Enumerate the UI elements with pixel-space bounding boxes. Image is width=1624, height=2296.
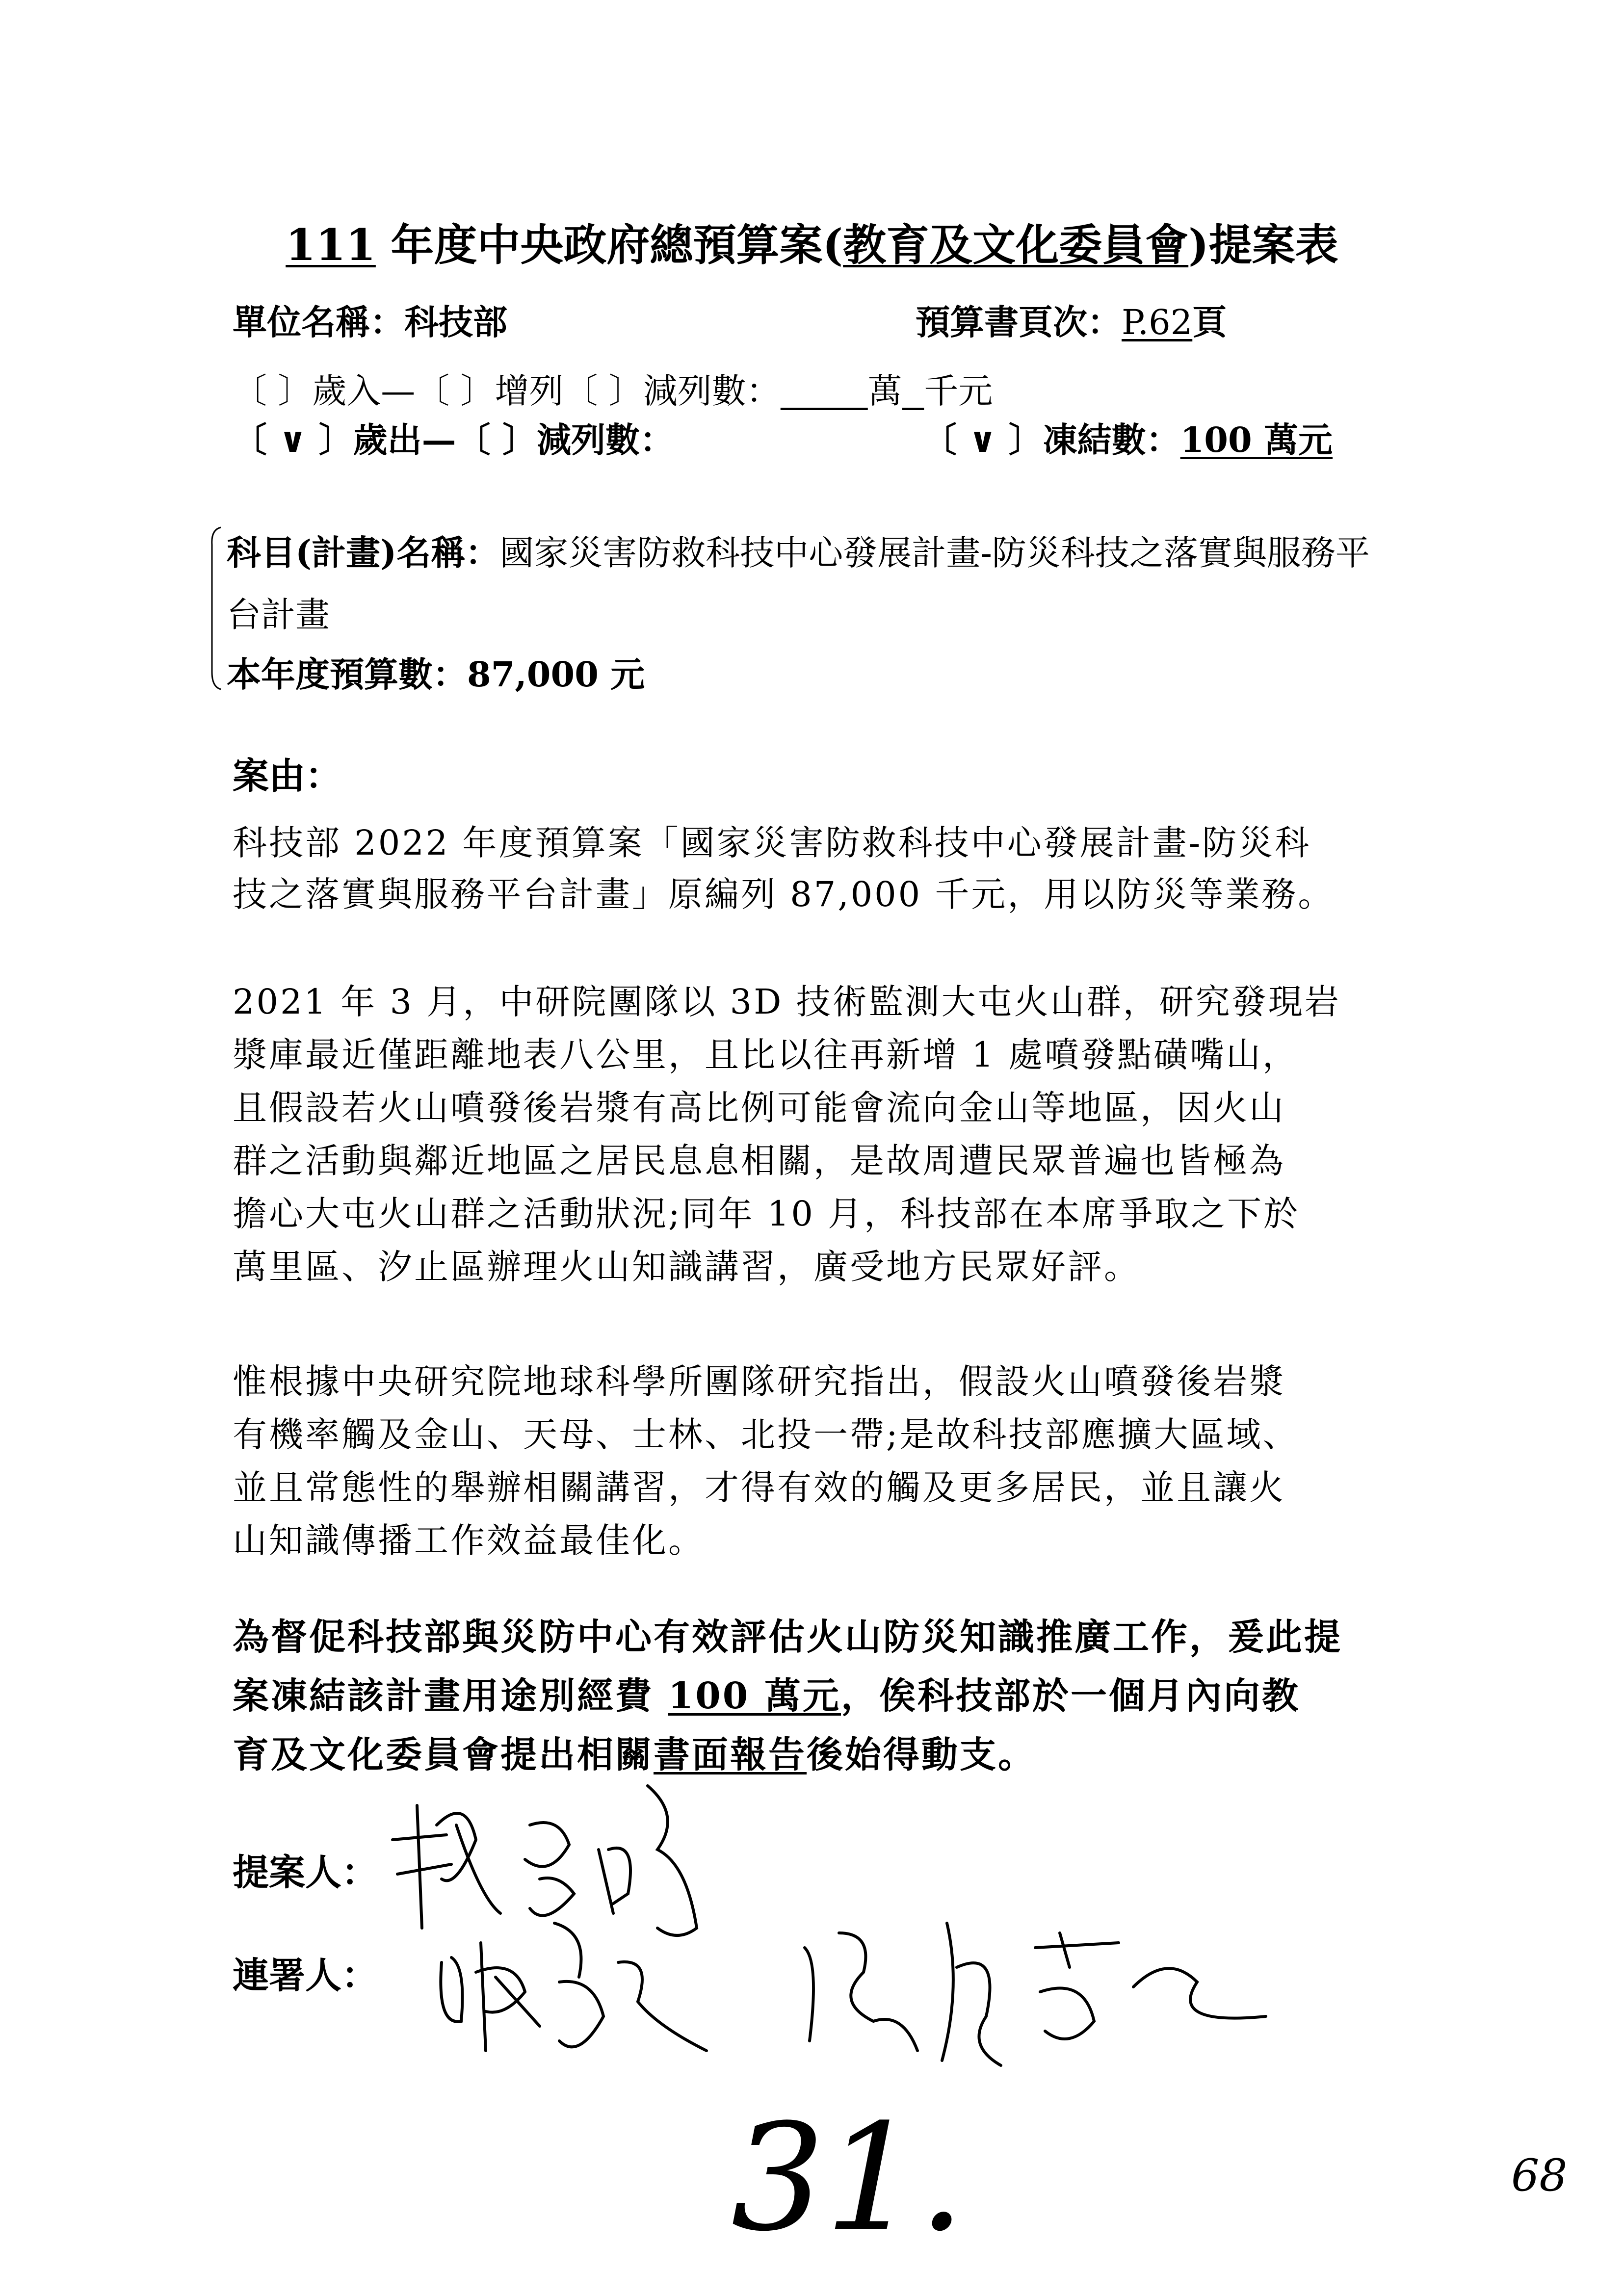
para3-line: 有機率觸及金山、天母、士林、北投一帶;是故科技部應擴大區域、	[233, 1414, 1299, 1455]
conclusion-line: 為督促科技部與災防中心有效評估火山防災知識推廣工作，爰此提	[233, 1616, 1342, 1658]
para1-line: 技之落實與服務平台計畫」原編列 87,000 千元，用以防災等業務。	[233, 874, 1335, 914]
subject-name: 科目(計畫)名稱：國家災害防救科技中心發展計畫-防災科技之落實與服務平	[227, 532, 1370, 573]
subject-name-cont: 台計畫	[227, 595, 330, 635]
para2-line: 2021 年 3 月，中研院團隊以 3D 技術監測大屯火山群，研究發現岩	[233, 982, 1341, 1022]
proposer-label: 提案人：	[233, 1852, 378, 1894]
para3-line: 山知識傳播工作效益最佳化。	[233, 1520, 705, 1561]
unit-name: 單位名稱：科技部	[233, 302, 507, 342]
page-title: 111 年度中央政府總預算案(教育及文化委員會)提案表	[286, 219, 1338, 270]
cosigner-signatures	[432, 1904, 1305, 2080]
para2-line: 漿庫最近僅距離地表八公里，且比以往再新增 1 處噴發點磺嘴山，	[233, 1035, 1299, 1075]
conclusion-line: 育及文化委員會提出相關書面報告後始得動支。	[233, 1734, 1036, 1776]
freeze-amount: 〔 ∨ 〕凍結數：100 萬元	[922, 419, 1333, 460]
para3-line: 並且常態性的舉辦相關講習，才得有效的觸及更多居民，並且讓火	[233, 1467, 1285, 1508]
para2-line: 群之活動與鄰近地區之居民息息相關，是故周遭民眾普遍也皆極為	[233, 1141, 1285, 1181]
page-number: 68	[1511, 2150, 1568, 2201]
expense-row: 〔 ∨ 〕歲出—〔 〕減列數：	[233, 419, 674, 460]
annual-budget: 本年度預算數：87,000 元	[227, 654, 645, 695]
left-bracket	[206, 525, 226, 692]
para2-line: 萬里區、汐止區辦理火山知識講習，廣受地方民眾好評。	[233, 1247, 1140, 1287]
revenue-row: 〔 〕歲入—〔 〕增列〔 〕減列數： 萬 千元	[233, 371, 993, 411]
conclusion-line: 案凍結該計畫用途別經費 100 萬元，俟科技部於一個月內向教	[233, 1675, 1300, 1717]
handwritten-number: 31.	[731, 2092, 966, 2264]
para3-line: 惟根據中央研究院地球科學所團隊研究指出，假設火山噴發後岩漿	[233, 1361, 1285, 1402]
reason-heading: 案由：	[233, 755, 341, 797]
para2-line: 且假設若火山噴發後岩漿有高比例可能會流向金山等地區，因火山	[233, 1088, 1285, 1128]
budget-page-ref: 預算書頁次：P.62頁	[916, 302, 1227, 342]
para1-line: 科技部 2022 年度預算案「國家災害防救科技中心發展計畫-防災科	[233, 823, 1311, 863]
cosigner-label: 連署人：	[233, 1955, 378, 1997]
para2-line: 擔心大屯火山群之活動狀況;同年 10 月，科技部在本席爭取之下於	[233, 1194, 1300, 1234]
